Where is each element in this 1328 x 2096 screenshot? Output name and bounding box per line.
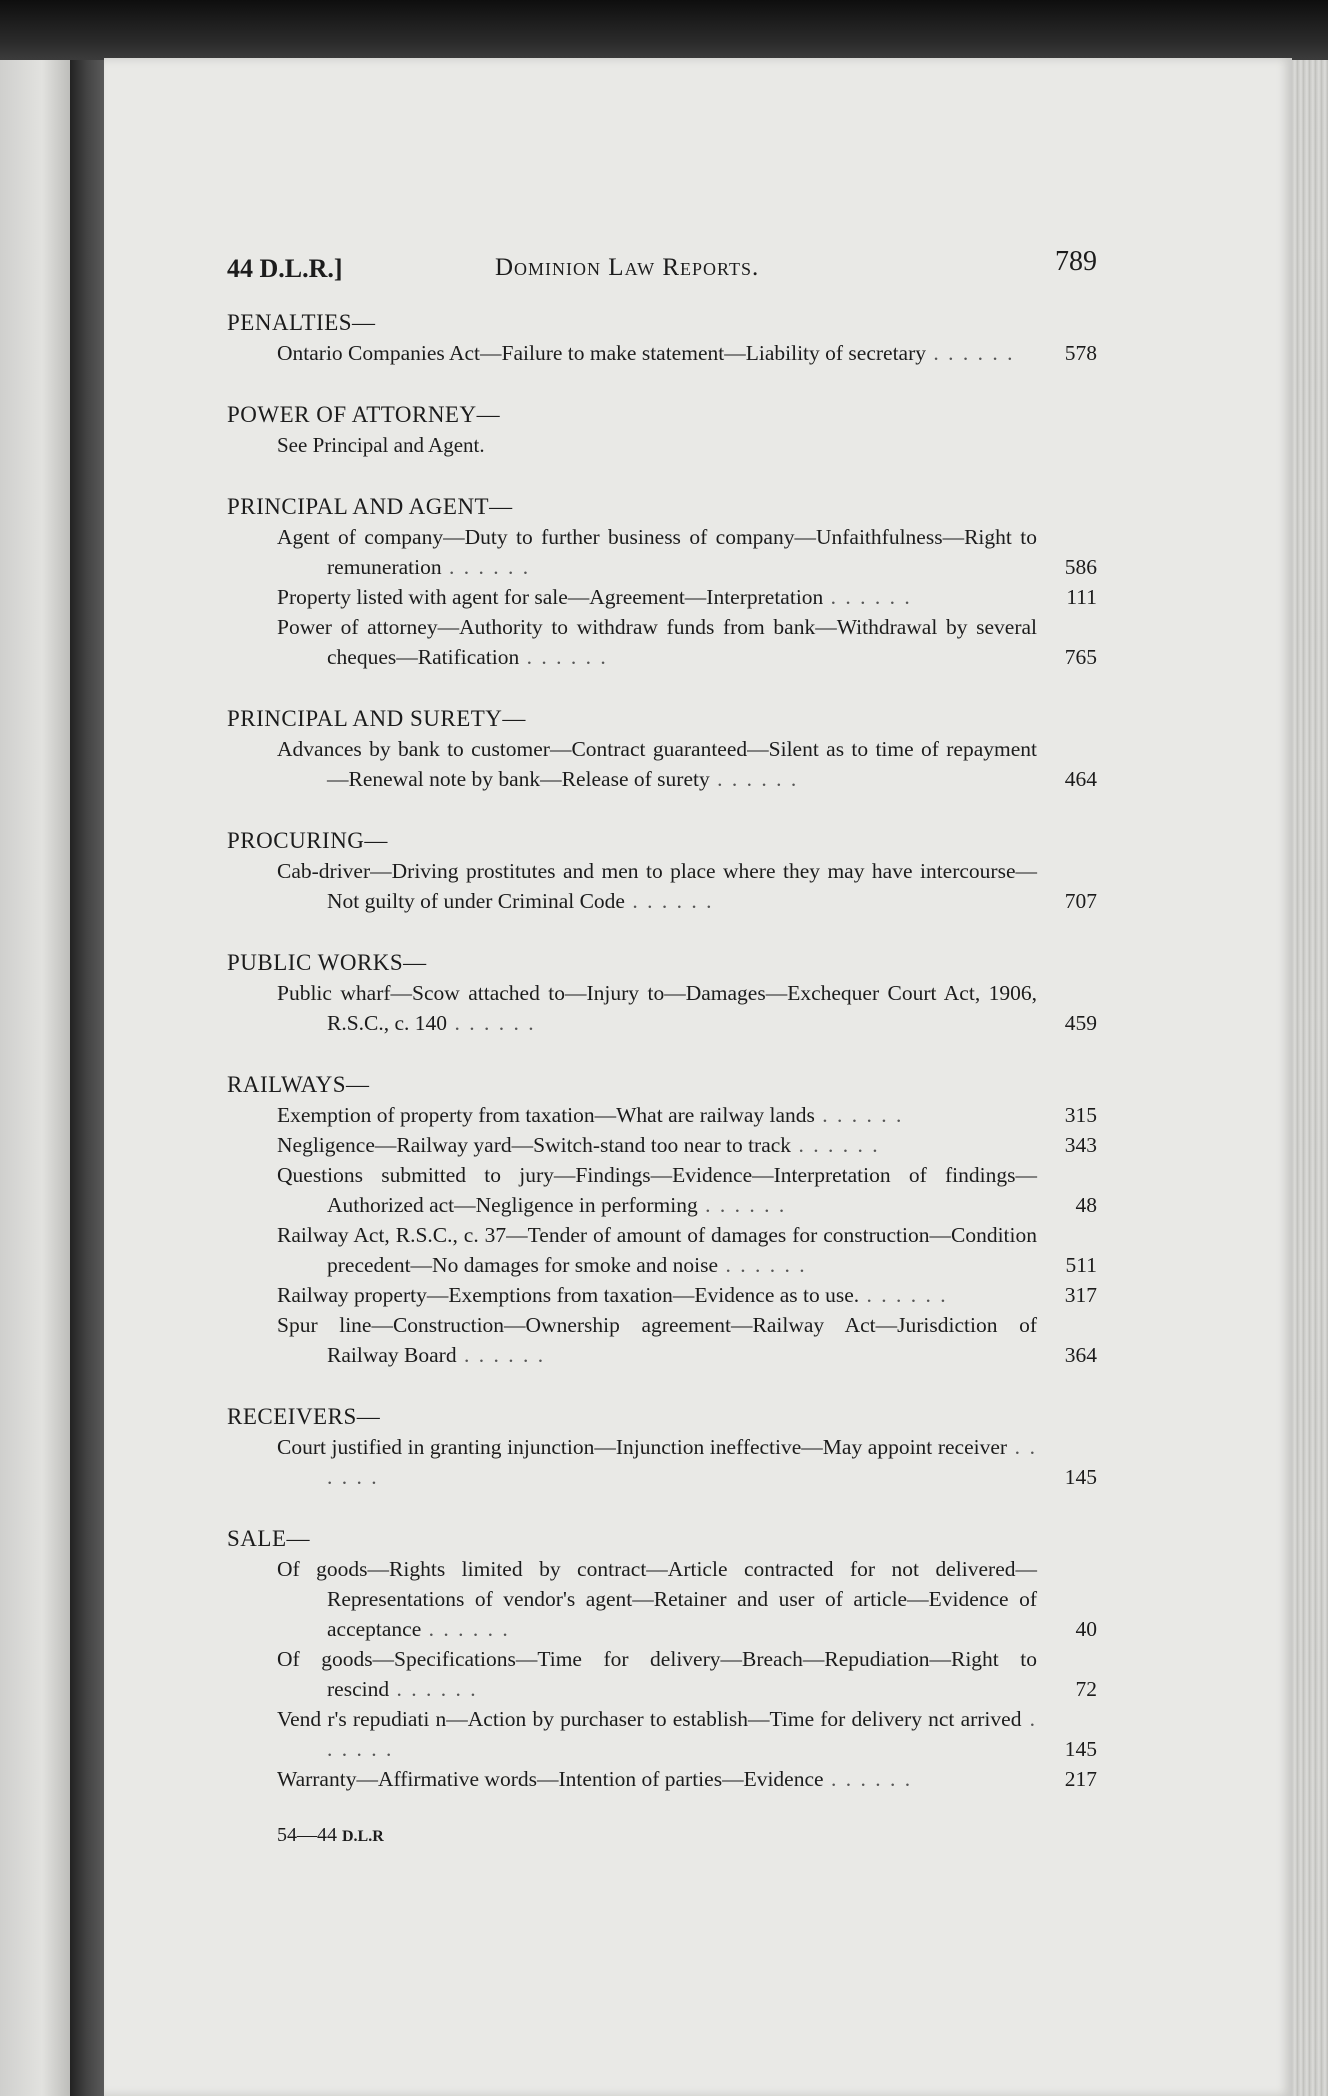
leader-dots: . . . . . . <box>791 1133 880 1157</box>
entry-page-number: 464 <box>1064 767 1097 791</box>
leader-dots: . . . . . . <box>823 585 912 609</box>
index-entry <box>277 612 1097 672</box>
entry-page-number: 48 <box>1075 1193 1097 1217</box>
running-title: Dominion Law Reports. <box>495 254 760 281</box>
entry-text: Spur line—Construction—Ownership agreement—Railway Act—Jurisdiction of Railway Board <box>277 1313 1037 1367</box>
section-heading: PRINCIPAL AND SURETY— <box>227 706 526 731</box>
leader-dots: . . . . . . <box>697 1193 787 1217</box>
entry-text: Railway Act, R.S.C., c. 37—Tender of amount of damages for construction—Condition precedent—No damages for smoke and noise <box>277 1223 1037 1277</box>
page-content <box>227 236 1097 1847</box>
cross-reference: See Principal and Agent. <box>277 433 485 457</box>
index-section <box>227 1524 1097 1794</box>
page-stack-edge <box>1292 60 1328 2096</box>
entry-page-number: 40 <box>1075 1617 1097 1641</box>
index-body <box>227 308 1097 1794</box>
signature-abbr: D.L.R <box>342 1828 384 1845</box>
entry-page-number: 364 <box>1064 1343 1097 1367</box>
index-section <box>227 826 1097 916</box>
index-entry <box>277 1432 1097 1492</box>
index-entry <box>277 1554 1097 1644</box>
index-entry <box>277 1704 1097 1764</box>
section-heading: PENALTIES— <box>227 310 376 335</box>
entry-text: Agent of company—Duty to further business of company—Unfaithfulness—Right to remuneration <box>277 525 1037 579</box>
leader-dots: . . . . . . <box>823 1767 913 1791</box>
entry-text: Property listed with agent for sale—Agreement—Interpretation <box>277 585 824 609</box>
entry-page-number: 315 <box>1064 1103 1097 1127</box>
leader-dots: . . . . . . <box>718 1253 807 1277</box>
leader-dots: . . . . . . <box>327 1435 1037 1489</box>
section-heading: PROCURING— <box>227 828 388 853</box>
index-section <box>227 1402 1097 1492</box>
entry-page-number: 707 <box>1064 889 1097 913</box>
leader-dots: . . . . . . <box>624 889 714 913</box>
leader-dots: . . . . . . <box>456 1343 546 1367</box>
section-heading: RAILWAYS— <box>227 1072 370 1097</box>
index-section <box>227 948 1097 1038</box>
index-entry <box>277 582 1097 612</box>
entry-text: Railway property—Exemptions from taxation—Evidence as to use. <box>277 1283 860 1307</box>
leader-dots: . . . . . . <box>519 645 608 669</box>
index-entry <box>277 1644 1097 1704</box>
index-entry <box>277 1280 1097 1310</box>
leader-dots: . . . . . . <box>421 1617 510 1641</box>
index-section <box>227 704 1097 794</box>
leader-dots: . . . . . . <box>389 1677 478 1701</box>
running-header <box>227 236 1097 296</box>
entry-text: Cab-driver—Driving prostitutes and men to place where they may have intercourse—Not guilty of under Criminal Code <box>277 859 1037 913</box>
index-section <box>227 1070 1097 1370</box>
leader-dots: . . . . . . <box>327 1707 1037 1761</box>
leader-dots: . . . . . . <box>441 555 531 579</box>
entry-page-number: 72 <box>1075 1677 1097 1701</box>
volume-label: 44 D.L.R.] <box>227 254 343 283</box>
index-entry <box>277 734 1097 794</box>
page-number: 789 <box>1055 246 1097 277</box>
signature-mark <box>277 1824 1097 1847</box>
index-entry <box>277 338 1097 368</box>
index-entry <box>277 1310 1097 1370</box>
entry-text: Warranty—Affirmative words—Intention of parties—Evidence <box>277 1767 824 1791</box>
index-entry <box>277 1130 1097 1160</box>
section-heading: POWER OF ATTORNEY— <box>227 402 501 427</box>
entry-page-number: 145 <box>1064 1465 1097 1489</box>
facing-page-edge <box>0 60 70 2096</box>
section-heading: PRINCIPAL AND AGENT— <box>227 494 513 519</box>
entry-page-number: 765 <box>1064 645 1097 669</box>
index-entry <box>277 522 1097 582</box>
entry-page-number: 578 <box>1064 341 1097 365</box>
entry-page-number: 111 <box>1066 585 1097 609</box>
index-entry <box>277 1220 1097 1280</box>
entry-page-number: 343 <box>1064 1133 1097 1157</box>
index-entry <box>277 978 1097 1038</box>
entry-text: Advances by bank to customer—Contract guaranteed—Silent as to time of repayment—Renewal note by bank—Release of surety <box>277 737 1037 791</box>
entry-text: Power of attorney—Authority to withdraw funds from bank—Withdrawal by several cheques—Ratification <box>277 615 1037 669</box>
entry-text: Of goods—Specifications—Time for delivery—Breach—Repudiation—Right to rescind <box>277 1647 1037 1701</box>
entry-text: Of goods—Rights limited by contract—Article contracted for not delivered—Representations of vendor's agent—Retainer and user of article—Evidence of acceptance <box>277 1557 1037 1641</box>
entry-page-number: 459 <box>1064 1011 1097 1035</box>
index-entry <box>277 1100 1097 1130</box>
entry-text: Public wharf—Scow attached to—Injury to—Damages—Exchequer Court Act, 1906, R.S.C., c. 140 <box>277 981 1037 1035</box>
index-section <box>227 400 1097 460</box>
entry-text: Vend r's repudiati n—Action by purchaser to establish—Time for delivery nct arrived <box>277 1707 1022 1731</box>
leader-dots: . . . . . . <box>859 1283 948 1307</box>
entry-text: Court justified in granting injunction—Injunction ineffective—May appoint receiver <box>277 1435 1008 1459</box>
leader-dots: . . . . . . <box>926 341 1015 365</box>
leader-dots: . . . . . . <box>814 1103 904 1127</box>
entry-page-number: 217 <box>1064 1767 1097 1791</box>
entry-page-number: 511 <box>1065 1253 1097 1277</box>
signature-number: 54—44 <box>277 1824 337 1846</box>
section-heading: RECEIVERS— <box>227 1404 381 1429</box>
entry-text: Ontario Companies Act—Failure to make statement—Liability of secretary <box>277 341 926 365</box>
index-section <box>227 308 1097 368</box>
book-spine <box>70 60 104 2096</box>
index-entry <box>277 1764 1097 1794</box>
entry-page-number: 145 <box>1064 1737 1097 1761</box>
leader-dots: . . . . . . <box>447 1011 536 1035</box>
section-heading: PUBLIC WORKS— <box>227 950 427 975</box>
entry-page-number: 317 <box>1064 1283 1097 1307</box>
leader-dots: . . . . . . <box>709 767 799 791</box>
index-entry <box>277 1160 1097 1220</box>
entry-text: Questions submitted to jury—Findings—Evidence—Interpretation of findings—Authorized act—Negligence in performing <box>277 1163 1037 1217</box>
index-section <box>227 492 1097 672</box>
entry-text: Negligence—Railway yard—Switch-stand too near to track <box>277 1133 792 1157</box>
entry-page-number: 586 <box>1064 555 1097 579</box>
section-heading: SALE— <box>227 1526 310 1551</box>
entry-text: Exemption of property from taxation—What are railway lands <box>277 1103 815 1127</box>
index-entry <box>277 856 1097 916</box>
